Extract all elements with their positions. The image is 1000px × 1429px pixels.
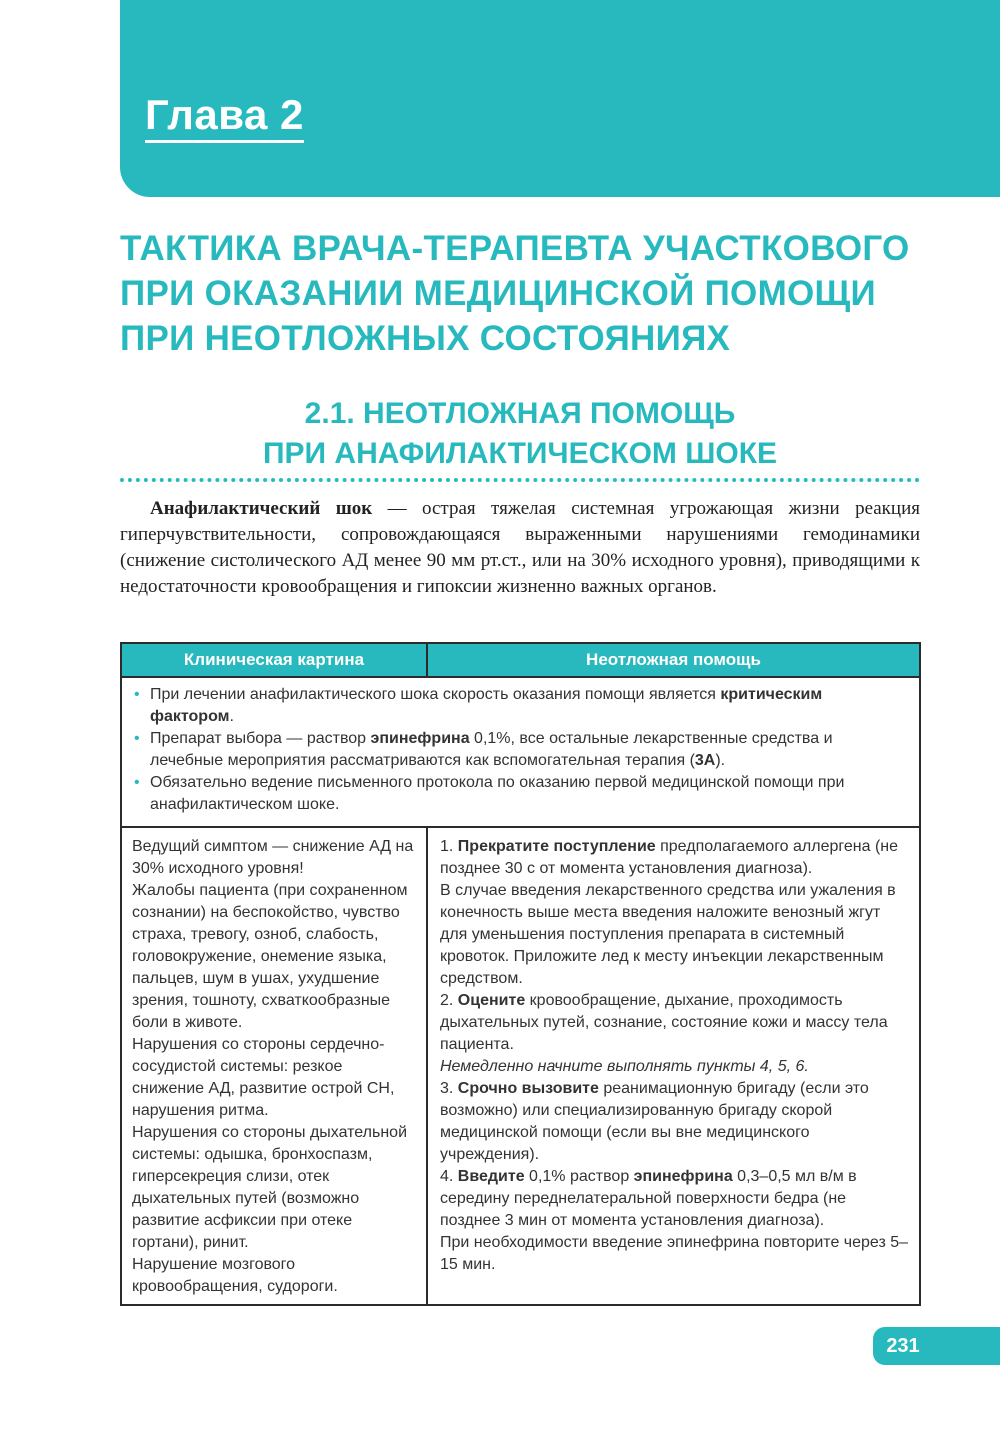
table-header-row xyxy=(121,643,920,677)
help-step-4-extra: При необходимости введение эпинефрина повторите через 5–15 мин. xyxy=(440,1234,909,1273)
intro-paragraph xyxy=(120,496,920,600)
intro-term: Анафилактический шок xyxy=(150,498,373,519)
note-text: При лечении анафилактического шока скорость оказания помощи является xyxy=(150,686,721,703)
notes-row xyxy=(121,677,920,827)
clinical-paragraph: Жалобы пациента (при сохраненном сознании) на беспокойство, чувство страха, тревогу, озноб, слабость, головокружение, онемение языка, пальцев, шум в ушах, ухудшение зрения, тошноту, схваткообразные боли в животе. xyxy=(132,882,408,1031)
chapter-label: Глава 2 xyxy=(145,92,304,143)
content-row xyxy=(121,827,920,1305)
section-title xyxy=(120,394,920,474)
intro-text: — острая тяжелая системная угрожающая жизни реакция гиперчувствительности, сопровождающаяся выраженными нарушениями гемодинамики (снижение систолического АД менее 90 мм рт.ст., или на 30% исходного уровня), приводящими к недостаточности кровообращения и гипоксии жизненно важных органов. xyxy=(120,498,920,597)
help-step-2 xyxy=(440,990,909,1056)
note-item xyxy=(132,772,909,816)
note-text: 0,1%, все остальные лекарственные средства и лечебные мероприятия рассматриваются как вспомогательная терапия ( xyxy=(150,730,833,769)
help-step-1-extra: В случае введения лекарственного средства или ужаления в конечность выше места введения наложите венозный жгут для уменьшения поступления препарата в системный кровоток. Приложите лед к месту инъекции лекарственным средством. xyxy=(440,882,896,987)
note-text: . xyxy=(229,708,234,725)
step-text: 0,1% раствор xyxy=(524,1168,634,1185)
bullet-icon: • xyxy=(134,730,140,747)
step-number: 4. xyxy=(440,1168,458,1185)
dotted-divider xyxy=(120,478,920,482)
help-step-3 xyxy=(440,1078,909,1166)
note-text: Обязательно ведение письменного протокола по оказанию первой медицинской помощи при анафилактическом шоке. xyxy=(150,774,845,813)
chapter-title-line: ПРИ ОКАЗАНИИ МЕДИЦИНСКОЙ ПОМОЩИ xyxy=(120,274,876,313)
column-header-clinical: Клиническая картина xyxy=(121,643,427,677)
note-item xyxy=(132,728,909,772)
note-emphasis: эпинефрина xyxy=(370,730,470,747)
help-italic-note: Немедленно начните выполнять пункты 4, 5, 6. xyxy=(440,1058,809,1075)
clinical-paragraph: Нарушения со стороны дыхательной системы: одышка, бронхоспазм, гиперсекреция слизи, отек дыхательных путей (возможно развитие асфиксии при отеке гортани), ринит. xyxy=(132,1124,407,1251)
step-number: 1. xyxy=(440,838,458,855)
chapter-title xyxy=(120,226,940,361)
section-title-line: ПРИ АНАФИЛАКТИЧЕСКОМ ШОКЕ xyxy=(262,437,778,470)
step-text: реанимационную бригаду (если это возможно) или специализированную бригаду скорой медицинской помощи (если вы вне медицинского учреждения). xyxy=(440,1080,869,1163)
help-step-4 xyxy=(440,1166,909,1232)
step-action: Прекратите поступление xyxy=(457,838,656,855)
step-action: Введите xyxy=(457,1168,525,1185)
emergency-protocol-table xyxy=(120,642,921,1306)
section-title-line: 2.1. НЕОТЛОЖНАЯ ПОМОЩЬ xyxy=(304,397,736,430)
step-action: Оцените xyxy=(457,992,526,1009)
note-text: Препарат выбора — раствор xyxy=(150,730,371,747)
clinical-paragraph: Ведущий симптом — снижение АД на 30% исходного уровня! xyxy=(132,838,414,877)
bullet-icon: • xyxy=(134,774,140,791)
notes-cell xyxy=(121,677,920,827)
clinical-picture-cell xyxy=(121,827,427,1305)
step-number: 3. xyxy=(440,1080,458,1097)
drug-name: эпинефрина xyxy=(633,1168,733,1185)
column-header-help: Неотложная помощь xyxy=(427,643,920,677)
bullet-icon: • xyxy=(134,686,140,703)
step-number: 2. xyxy=(440,992,458,1009)
note-emphasis: критическим фактором xyxy=(150,686,823,725)
note-text: ). xyxy=(715,752,726,769)
chapter-title-line: ТАКТИКА ВРАЧА-ТЕРАПЕВТА УЧАСТКОВОГО xyxy=(120,229,910,268)
page-number: 231 xyxy=(886,1335,920,1357)
step-action: Срочно вызовите xyxy=(457,1080,599,1097)
note-item xyxy=(132,684,909,728)
step-text: 0,3–0,5 мл в/м в середину переднелатеральной поверхности бедра (не позднее 3 мин от момента установления диагноза). xyxy=(440,1168,857,1229)
clinical-paragraph: Нарушения со стороны сердечно-сосудистой системы: резкое снижение АД, развитие острой СН, нарушения ритма. xyxy=(132,1036,395,1119)
evidence-level: 3A xyxy=(694,752,716,769)
step-text: предполагаемого аллергена (не позднее 30 с от момента установления диагноза). xyxy=(440,838,899,877)
page-number-tab xyxy=(873,1327,1000,1365)
step-text: кровообращение, дыхание, проходимость дыхательных путей, сознание, состояние кожи и массу тела пациента. xyxy=(440,992,888,1053)
help-step-1 xyxy=(440,836,909,880)
emergency-help-cell xyxy=(427,827,920,1305)
clinical-paragraph: Нарушение мозгового кровообращения, судороги. xyxy=(132,1256,338,1295)
chapter-title-line: ПРИ НЕОТЛОЖНЫХ СОСТОЯНИЯХ xyxy=(120,319,731,358)
